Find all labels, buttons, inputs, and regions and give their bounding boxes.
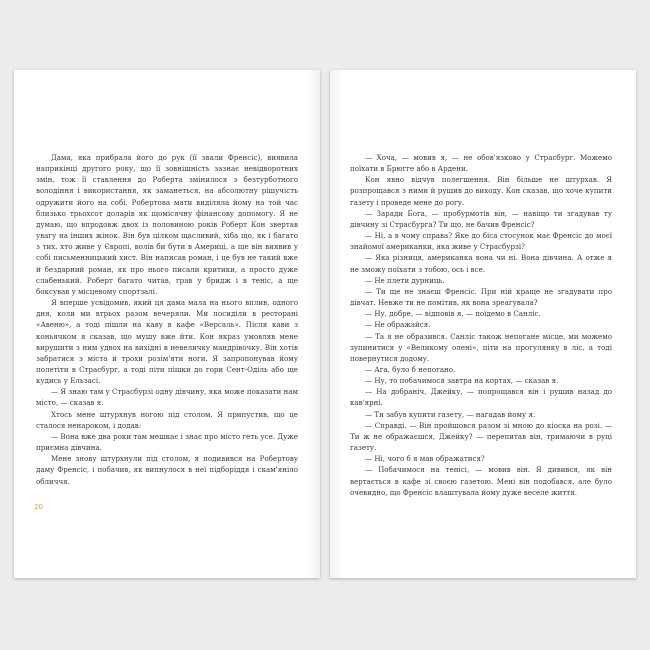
paragraph: — Заради Бога, — пробурмотів він, — навіщо ти згадував ту дівчину зі Страсбурга? Ти що, не бачив Френсіс?	[350, 208, 612, 229]
paragraph: — Ти ще не знаєш Френсіс. При ній краще не згадувати про дівчат. Невже ти не помітив, як вона зреагувала?	[350, 286, 612, 308]
paragraph: — Побачимося на тенісі, — мовив він. Я дивився, як він вертається в кафе зі своєю газетою. Мені він подобався, але було очевидно, що Френсіс влаштувала йому дуже веселе життя.	[350, 465, 612, 497]
left-page-text	[36, 152, 298, 487]
paragraph: — Ну, то побачимося завтра на кортах, — сказав я.	[365, 376, 559, 386]
paragraph: — Хоча, — мовив я, — не обов'язково у Страсбург. Можемо поїхати в Брюгге або в Ардени.	[350, 153, 612, 174]
gutter-shadow	[306, 70, 320, 578]
paragraph: — Ага, було б непогано.	[365, 364, 456, 374]
paragraph: Мене знову штурхнули під столом, я подивився на Робертову даму Френсіс, і побачив, як випнулося в неї підборіддя і скам'яніло обличчя.	[36, 454, 298, 486]
paragraph: Я вперше усвідомив, який ця дама мала на нього вплив, одного дня, коли ми втрьох разом вечеряли. Ми посиділи в ресторані «Авеню», а тоді пішли на каву в кафе «Версаль». Після кави з коньячком я сказав, що мушу вже йти. Кон якраз умовляв мене вирушити з ним удвох на вихідні в невеличку мандрівочку. Він хотів забратися з міста й трохи розім'яти ноги. Я запропонував йому полетіти в Страсбург, а тоді піти пішки до гори Сент-Оділь або ще кудись у Ельзасі.	[36, 298, 298, 386]
right-page-text	[350, 152, 612, 498]
paragraph: — Ну, добре, — відповів я, — поїдемо в Санліс.	[365, 309, 541, 319]
paragraph: — Ти забув купити газету, — нагадав йому я.	[365, 409, 536, 419]
paragraph: — Ні, чого б я мав ображатися?	[365, 454, 485, 464]
paragraph: — Яка різниця, американка вона чи ні. Вона дівчина. А отже я не зможу поїхати з тобою, ось і все.	[350, 253, 612, 274]
paragraph: Дама, яка прибрала його до рук (її звали Френсіс), виявила наприкінці другого року, що її зовнішність зазнає невідворотних змін, тож її ставлення до Роберта змінилося з безтурботного володіння і використання, як заманеться, на абсолютну рішучість одружити його на собі. Робертова мати виділяла йому на той час близько трьохсот доларів як щомісячну фінансову допомогу. Я не думаю, що впродовж двох із половиною років Роберт Кон звертав увагу на інших жінок. Він був цілком щасливий, хіба що, як і багато з тих, хто живе у Європі, волів би бути в Америці, а ще він виявив у собі письменницький хист. Він написав роман, і це був не такий вже й бездарний роман, як про нього писали критики, а просто дуже слабенький. Роберт багато читав, грав у бридж і в теніс, а ще боксував у місцевому спортзалі.	[36, 153, 298, 296]
left-page	[14, 70, 320, 578]
paragraph: — Справді. — Він пройшовся разом зі мною до кіоска на розі. — Ти ж не ображаєшся, Джейку? — перепитав він, тримаючи в руці газету.	[350, 420, 612, 453]
paragraph: — Я знаю там у Страсбурзі одну дівчину, яка може показати нам місто, — сказав я.	[36, 387, 298, 408]
paragraph: — Ні, а в чому справа? Яке до біса стосунок має Френсіс до моєї знайомої американки, яка живе у Страсбурзі?	[350, 231, 612, 252]
paragraph: — Та я не образився. Санліс також непогане місце, ми можемо зупинитися у «Великому олені», піти на прогулянку в ліс, а тоді повернутися додому.	[350, 331, 612, 363]
right-page	[330, 70, 636, 578]
paragraph: Хтось мене штурхнув ногою під столом. Я припустив, що це сталося ненароком, і додав:	[36, 409, 298, 430]
paragraph: — На добраніч, Джейку, — попрощався він і рушив назад до кав'ярні.	[350, 387, 612, 408]
page-number: 20	[34, 503, 43, 511]
paragraph: — Не плети дурниць.	[365, 275, 445, 285]
paragraph: — Не ображайся.	[365, 320, 431, 330]
gutter-shadow	[330, 70, 344, 578]
paragraph: — Вона вже два роки там мешкає і знає про місто геть усе. Дуже приємна дівчина.	[36, 431, 298, 453]
paragraph: Кон явно відчув полегшення. Він більше не штурхав. Я розпрощався з ними й рушив до виходу. Кон сказав, що хоче купити газету і проведе мене до рогу.	[350, 175, 612, 207]
